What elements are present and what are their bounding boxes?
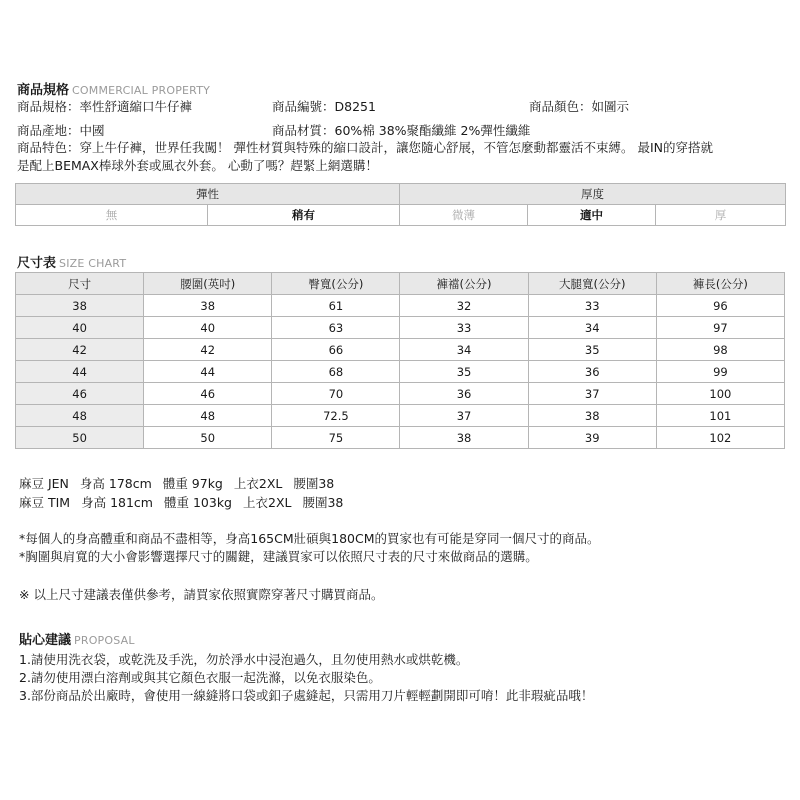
model-weight: 體重 103kg: [163, 495, 232, 510]
model-height: 身高 181cm: [81, 495, 153, 510]
size-label-cell: 44: [16, 361, 144, 383]
model-name: 麻豆 TIM: [19, 495, 71, 510]
note-body-size: *每個人的身高體重和商品不盡相等，身高165CM壯碩與180CM的買家也有可能是穿同一個尺寸的商品。: [19, 531, 600, 546]
product-origin: 商品產地：中國: [17, 123, 105, 138]
size-value-cell: 98: [656, 339, 784, 361]
size-value-cell: 38: [528, 405, 656, 427]
size-chart-title-en: SIZE CHART: [59, 257, 127, 270]
size-value-cell: 101: [656, 405, 784, 427]
size-value-cell: 38: [400, 427, 528, 449]
thickness-option-thin: 微薄: [400, 205, 528, 226]
product-feature: [17, 139, 787, 175]
proposal-section-title: [19, 629, 135, 648]
size-value-cell: 48: [144, 405, 272, 427]
size-value-cell: 34: [528, 317, 656, 339]
size-chart-header-cell: 尺寸: [16, 273, 144, 295]
product-section-title: [17, 79, 210, 98]
size-chart-header-cell: 褲襠(公分): [400, 273, 528, 295]
size-value-cell: 61: [272, 295, 400, 317]
size-value-cell: 36: [528, 361, 656, 383]
size-value-cell: 70: [272, 383, 400, 405]
table-row: [16, 317, 785, 339]
model-name: 麻豆 JEN: [19, 476, 69, 491]
product-feature-line2: 是配上BEMAX棒球外套或風衣外套。 心動了嗎？趕緊上網選購！: [17, 158, 378, 173]
size-value-cell: 35: [528, 339, 656, 361]
size-value-cell: 32: [400, 295, 528, 317]
size-value-cell: 37: [528, 383, 656, 405]
proposal-item-2: 2.請勿使用漂白溶劑或與其它顏色衣服一起洗滌，以免衣服染色。: [19, 670, 381, 685]
table-row: [16, 405, 785, 427]
size-value-cell: 102: [656, 427, 784, 449]
size-value-cell: 99: [656, 361, 784, 383]
note-reference: ※ 以上尺寸建議表僅供參考，請買家依照實際穿著尺寸購買商品。: [19, 587, 384, 602]
attribute-table: [15, 183, 786, 226]
product-title-en: COMMERCIAL PROPERTY: [72, 84, 211, 97]
size-label-cell: 42: [16, 339, 144, 361]
size-value-cell: 36: [400, 383, 528, 405]
proposal-title-zh: 貼心建議: [19, 633, 72, 648]
size-value-cell: 97: [656, 317, 784, 339]
table-row: [16, 383, 785, 405]
size-value-cell: 66: [272, 339, 400, 361]
size-value-cell: 33: [400, 317, 528, 339]
attribute-options-row: [16, 205, 786, 226]
size-value-cell: 42: [144, 339, 272, 361]
model-waist: 腰圍38: [302, 495, 344, 510]
model-height: 身高 178cm: [79, 476, 152, 491]
size-chart-header-cell: 臀寬(公分): [272, 273, 400, 295]
size-value-cell: 100: [656, 383, 784, 405]
product-feature-line1: 商品特色：穿上牛仔褲，世界任我闖！ 彈性材質與特殊的縮口設計，讓您隨心舒展，不管怎麼動都靈活不束縛。 最IN的穿搭就: [17, 140, 713, 155]
elasticity-header: 彈性: [16, 184, 400, 205]
size-value-cell: 39: [528, 427, 656, 449]
product-code: 商品編號：D8251: [272, 99, 376, 114]
table-row: [16, 361, 785, 383]
size-value-cell: 50: [144, 427, 272, 449]
size-value-cell: 75: [272, 427, 400, 449]
size-value-cell: 34: [400, 339, 528, 361]
size-chart-section-title: [17, 252, 126, 271]
product-material: 商品材質：60%棉 38%聚酯纖維 2%彈性纖維: [272, 123, 531, 138]
proposal-item-3: 3.部份商品於出廠時，會使用一線縫將口袋或釦子處縫起，只需用刀片輕輕劃開即可唷！此非瑕疵品哦！: [19, 688, 594, 703]
size-value-cell: 38: [144, 295, 272, 317]
model-jen: [19, 474, 345, 492]
size-label-cell: 40: [16, 317, 144, 339]
size-value-cell: 33: [528, 295, 656, 317]
product-spec: 商品規格：率性舒適縮口牛仔褲: [17, 99, 193, 114]
table-row: [16, 295, 785, 317]
thickness-option-thick: 厚: [656, 205, 786, 226]
elasticity-option-slight: 稍有: [208, 205, 400, 226]
size-chart-header-cell: 大腿寬(公分): [528, 273, 656, 295]
size-chart-table: [15, 272, 785, 449]
size-chart-header-row: [16, 273, 785, 295]
model-weight: 體重 97kg: [162, 476, 223, 491]
size-value-cell: 72.5: [272, 405, 400, 427]
elasticity-option-none: 無: [16, 205, 208, 226]
proposal-title-en: PROPOSAL: [74, 634, 135, 647]
size-value-cell: 40: [144, 317, 272, 339]
size-chart-header-cell: 腰圍(英吋): [144, 273, 272, 295]
size-value-cell: 63: [272, 317, 400, 339]
size-value-cell: 35: [400, 361, 528, 383]
size-chart-title-zh: 尺寸表: [17, 256, 57, 271]
table-row: [16, 427, 785, 449]
thickness-option-medium: 適中: [528, 205, 656, 226]
size-chart-body: [16, 295, 785, 449]
model-waist: 腰圍38: [293, 476, 335, 491]
proposal-item-1: 1.請使用洗衣袋，或乾洗及手洗，勿於淨水中浸泡過久，且勿使用熱水或烘乾機。: [19, 652, 469, 667]
size-value-cell: 44: [144, 361, 272, 383]
product-color: 商品顏色：如圖示: [529, 99, 630, 114]
size-label-cell: 50: [16, 427, 144, 449]
size-value-cell: 37: [400, 405, 528, 427]
size-value-cell: 68: [272, 361, 400, 383]
table-row: [16, 339, 785, 361]
product-title-zh: 商品規格: [17, 83, 70, 98]
size-label-cell: 48: [16, 405, 144, 427]
size-value-cell: 46: [144, 383, 272, 405]
size-label-cell: 38: [16, 295, 144, 317]
attribute-header-row: [16, 184, 786, 205]
size-label-cell: 46: [16, 383, 144, 405]
size-value-cell: 96: [656, 295, 784, 317]
model-top-size: 上衣2XL: [233, 476, 283, 491]
model-tim: [19, 493, 354, 511]
model-top-size: 上衣2XL: [243, 495, 292, 510]
note-chest-shoulder: *胸圍與肩寬的大小會影響選擇尺寸的關鍵，建議買家可以依照尺寸表的尺寸來做商品的選購。: [19, 549, 538, 564]
size-chart-header-cell: 褲長(公分): [656, 273, 784, 295]
thickness-header: 厚度: [400, 184, 786, 205]
